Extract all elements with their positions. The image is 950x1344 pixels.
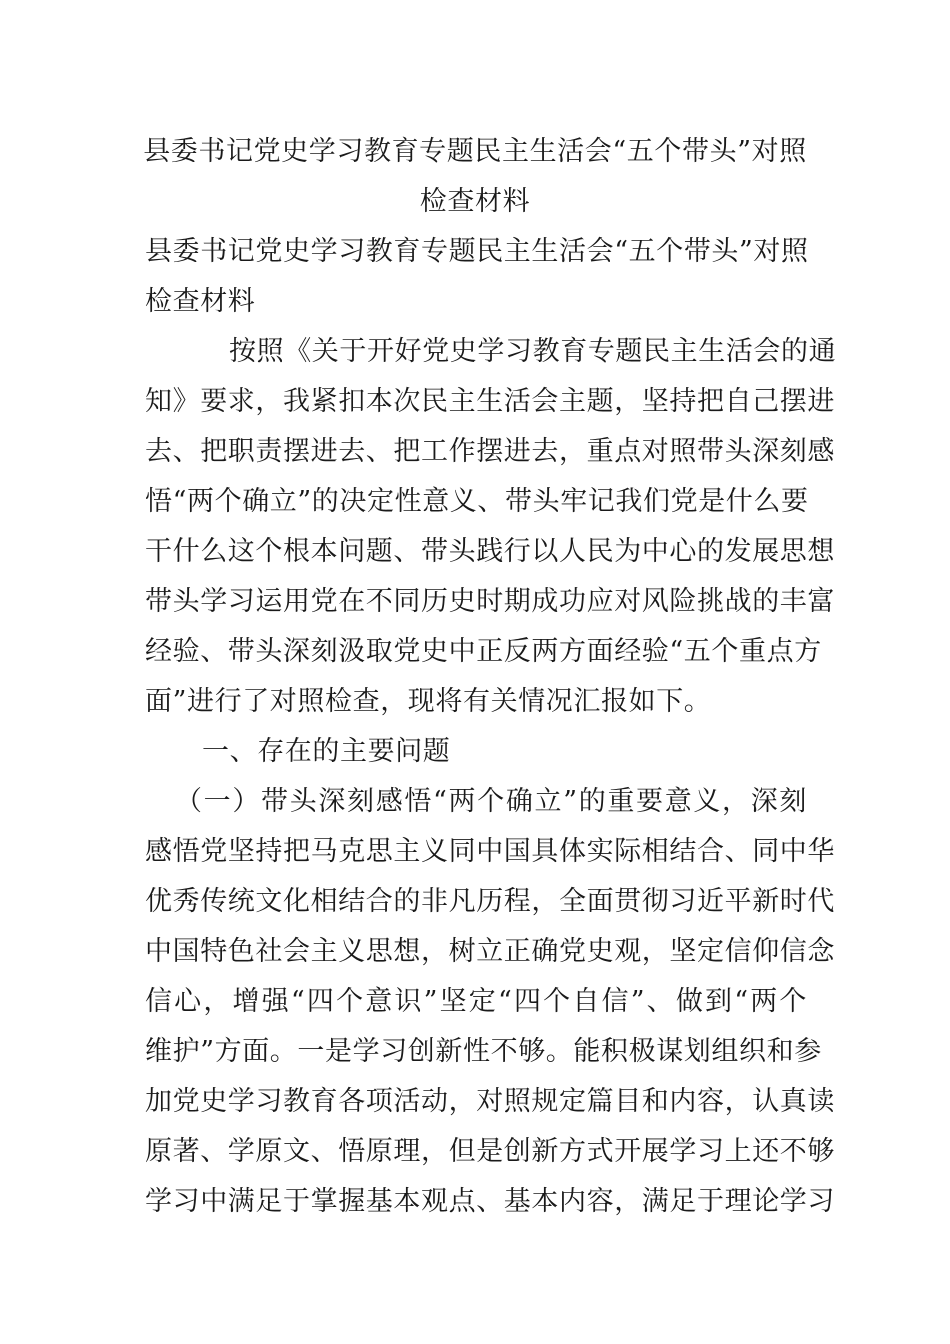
item1-line-3: 优秀传统文化相结合的非凡历程，全面贯彻习近平新时代 [145,886,835,917]
subtitle-line-1: 县委书记党史学习教育专题民主生活会“五个带头”对照 [145,236,809,267]
item1-line-4: 中国特色社会主义思想，树立正确党史观，坚定信仰信念 [145,936,835,967]
item1-line-7: 加党史学习教育各项活动，对照规定篇目和内容，认真读 [145,1086,835,1117]
subtitle-line-2: 检查材料 [145,286,256,317]
intro-line-5: 干什么这个根本问题、带头践行以人民为中心的发展思想 [145,536,835,567]
item1-line-9: 学习中满足于掌握基本观点、基本内容，满足于理论学习 [145,1186,835,1217]
document-title-line-2: 检查材料 [419,186,531,217]
intro-line-3: 去、把职责摆进去、把工作摆进去，重点对照带头深刻感 [145,436,835,467]
intro-line-4: 悟“两个确立”的决定性意义、带头牢记我们党是什么要 [145,486,809,517]
section-heading-problems: 一、存在的主要问题 [202,736,451,767]
intro-line-6: 带头学习运用党在不同历史时期成功应对风险挑战的丰富 [145,586,835,617]
document-title-line-1: 县委书记党史学习教育专题民主生活会“五个带头”对照 [143,136,807,167]
intro-line-2: 知》要求，我紧扣本次民主生活会主题，坚持把自己摆进 [145,386,835,417]
intro-line-1: 按照《关于开好党史学习教育专题民主生活会的通 [229,336,837,367]
item1-line-2: 感悟党坚持把马克思主义同中国具体实际相结合、同中华 [145,836,835,867]
intro-line-7: 经验、带头深刻汲取党史中正反两方面经验“五个重点方 [145,636,822,667]
item1-line-1: （一）带头深刻感悟“两个确立”的重要意义，深刻 [175,786,807,817]
item1-line-5: 信心，增强“四个意识”坚定“四个自信”、做到“两个 [145,986,807,1017]
intro-line-8: 面”进行了对照检查，现将有关情况汇报如下。 [145,686,712,717]
item1-line-8: 原著、学原文、悟原理，但是创新方式开展学习上还不够 [145,1136,835,1167]
item1-line-6: 维护”方面。一是学习创新性不够。能积极谋划组织和参 [145,1036,822,1067]
